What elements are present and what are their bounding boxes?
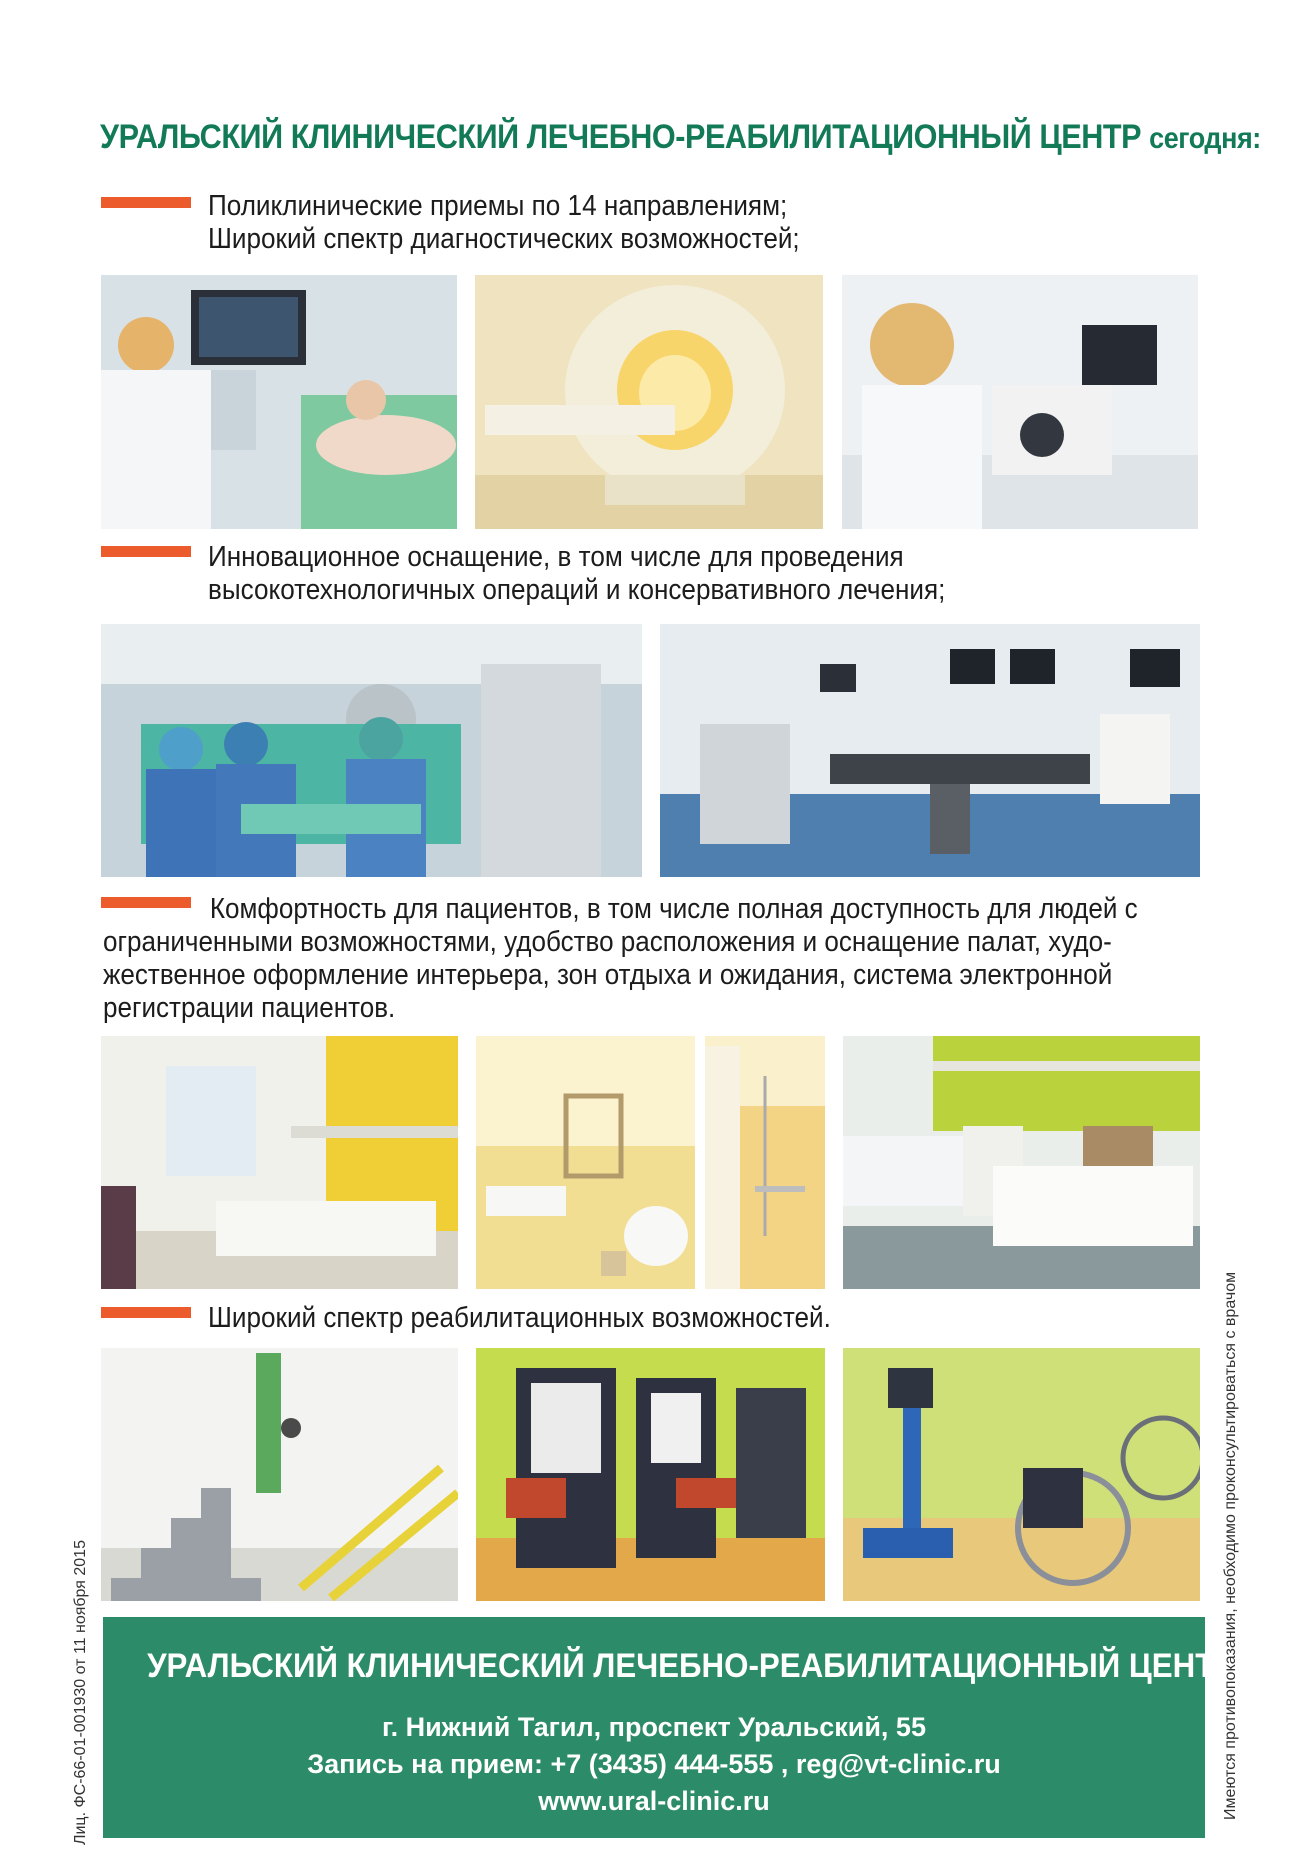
photo-operating-room — [660, 624, 1200, 877]
section-2-bullet — [101, 546, 191, 557]
photo-mri-scanner — [475, 275, 823, 529]
footer-contact-block — [103, 1617, 1236, 1838]
photo-surgery — [101, 624, 642, 877]
contraindications-warning: Имеются противопоказания, необходимо проконсультироваться с врачом — [1222, 1271, 1239, 1820]
section-3-text: Комфортность для пациентов, в том числе полная доступность для людей с ограниченными возможностями, удобство расположения и оснащение палат, худо- жественное оформление интерьера, зон отдыха и ожидания, система электронной регистрации пациентов. — [103, 893, 1138, 1024]
footer-website: www.ural-clinic.ru — [538, 1786, 770, 1816]
photo-ultrasound-exam — [101, 275, 457, 529]
photo-microscope-lab — [842, 275, 1198, 529]
photo-bathroom — [476, 1036, 695, 1289]
photo-shower — [705, 1036, 825, 1289]
photo-patient-room — [101, 1036, 458, 1289]
headline-suffix: сегодня: — [1149, 122, 1261, 155]
footer-title: УРАЛЬСКИЙ КЛИНИЧЕСКИЙ ЛЕЧЕБНО-РЕАБИЛИТАЦИОННЫЙ ЦЕНТР — [147, 1647, 1236, 1685]
photo-exercise-machines — [476, 1348, 825, 1601]
license-note: Лиц. ФС-66-01-001930 от 11 ноября 2015 — [72, 1540, 89, 1845]
section-4-bullet — [101, 1307, 191, 1318]
headline-main: УРАЛЬСКИЙ КЛИНИЧЕСКИЙ ЛЕЧЕБНО-РЕАБИЛИТАЦИОННЫЙ ЦЕНТР — [100, 118, 1142, 156]
photo-ward-beds — [843, 1036, 1200, 1289]
section-4-text: Широкий спектр реабилитационных возможностей. — [208, 1302, 831, 1334]
footer-address: г. Нижний Тагил, проспект Уральский, 55 — [382, 1712, 926, 1742]
footer-appointment: Запись на прием: +7 (3435) 444-555 , reg@vt-clinic.ru — [307, 1749, 1001, 1779]
section-1-bullet — [101, 197, 191, 208]
page-headline — [100, 118, 1261, 157]
section-2-text: Инновационное оснащение, в том числе для проведения высокотехнологичных операций и консервативного лечения; — [208, 541, 946, 606]
photo-rehab-stairs — [101, 1348, 458, 1601]
section-1-text: Поликлинические приемы по 14 направлениям; Широкий спектр диагностических возможностей; — [208, 190, 800, 255]
photo-rehab-bikes — [843, 1348, 1200, 1601]
